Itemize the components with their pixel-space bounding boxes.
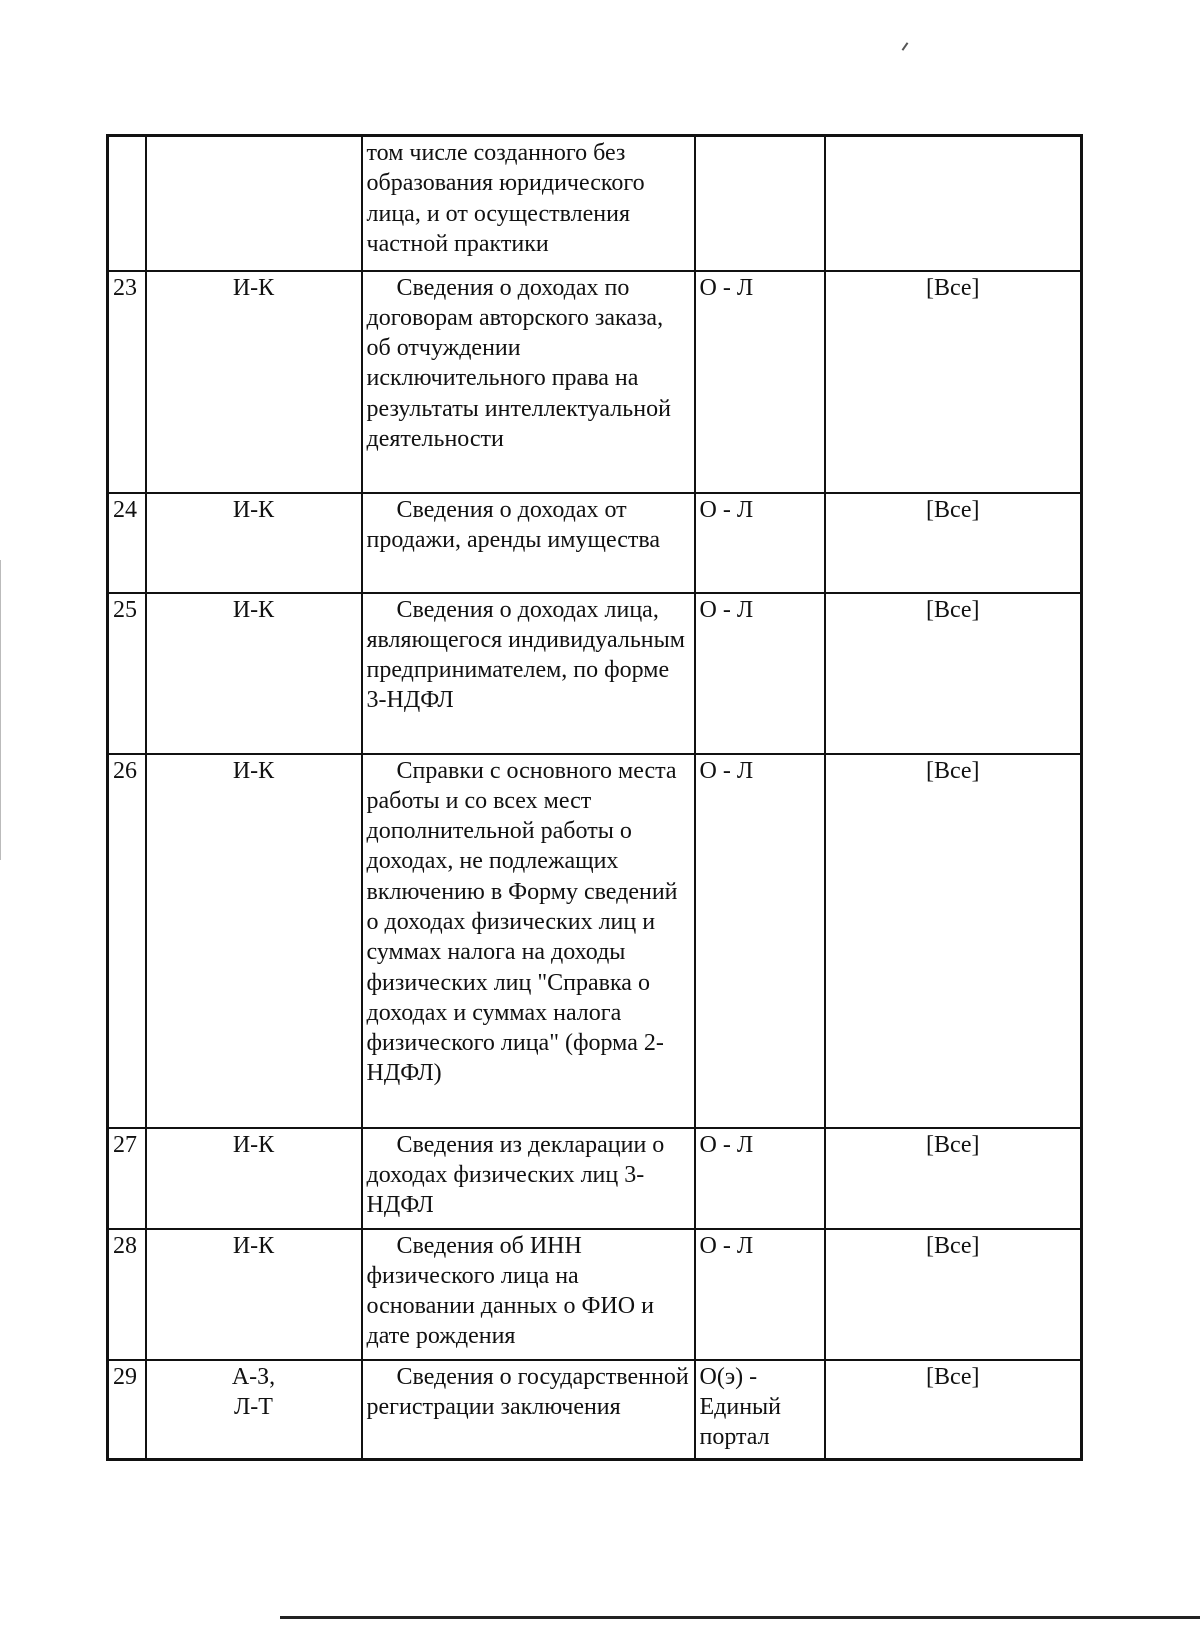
row-number: 25 — [108, 593, 146, 754]
row-description — [362, 136, 695, 271]
row-description-rest: о доходах физических лиц 3-НДФЛ — [366, 1131, 665, 1219]
row-source: О - Л — [695, 754, 825, 1128]
row-description — [362, 493, 695, 593]
row-code: И-К — [146, 754, 362, 1128]
row-description — [362, 271, 695, 493]
row-description — [362, 1229, 695, 1360]
row-code: И-К — [146, 1229, 362, 1360]
table-row — [108, 271, 1082, 493]
row-source: О - Л — [695, 271, 825, 493]
row-source: О - Л — [695, 593, 825, 754]
row-description-rest: том числе созданного без образования юридического лица, и от осуществления частной практики — [366, 140, 645, 257]
row-number — [108, 136, 146, 271]
scan-artifact-edge — [0, 560, 1, 860]
row-number: 26 — [108, 754, 146, 1128]
row-description-first: Сведения об ИНН — [396, 1232, 582, 1259]
row-description-rest: места работы и со всех мест дополнительной работы о доходах, не подлежащих включению в Форму сведений о доходах физических лиц и суммах налога на доходы физических лиц "Справка о доходах и суммах налога физического лица" (форма 2-НДФЛ) — [366, 757, 678, 1087]
row-description-rest: физического лица на основании данных о ФИО и дате рождения — [366, 1262, 654, 1350]
row-access: [Все] — [825, 493, 1082, 593]
row-code: А-З, Л-Т — [146, 1360, 362, 1460]
row-source: О - Л — [695, 1128, 825, 1229]
row-description-rest: продажи, аренды имущества — [366, 526, 660, 553]
row-code: И-К — [146, 271, 362, 493]
row-source — [695, 136, 825, 271]
row-access: [Все] — [825, 593, 1082, 754]
row-description-rest: государственной регистрации заключения — [366, 1363, 689, 1420]
row-access: [Все] — [825, 1128, 1082, 1229]
row-code: И-К — [146, 593, 362, 754]
row-description-first: Сведения о доходах — [396, 596, 599, 623]
row-source: О - Л — [695, 1229, 825, 1360]
table-row — [108, 1229, 1082, 1360]
row-code: И-К — [146, 493, 362, 593]
row-number: 27 — [108, 1128, 146, 1229]
table-row — [108, 1128, 1082, 1229]
table-body — [108, 136, 1082, 1460]
row-number: 28 — [108, 1229, 146, 1360]
row-number: 24 — [108, 493, 146, 593]
table-row — [108, 593, 1082, 754]
row-description-first: Сведения о доходах от — [396, 496, 627, 523]
row-code: И-К — [146, 1128, 362, 1229]
row-number: 23 — [108, 271, 146, 493]
scan-artifact-mark — [902, 42, 909, 51]
row-access: [Все] — [825, 754, 1082, 1128]
row-description — [362, 754, 695, 1128]
row-access — [825, 136, 1082, 271]
table-row — [108, 136, 1082, 271]
row-source: О(э) - Единый портал — [695, 1360, 825, 1460]
row-description — [362, 1128, 695, 1229]
row-description — [362, 593, 695, 754]
row-access: [Все] — [825, 1360, 1082, 1460]
table-row — [108, 493, 1082, 593]
row-description-first: Сведения о — [396, 1363, 512, 1390]
row-code — [146, 136, 362, 271]
row-description-first: Справки с основного — [396, 757, 613, 784]
table-row — [108, 1360, 1082, 1460]
row-source: О - Л — [695, 493, 825, 593]
row-description-first: Сведения о доходах по — [396, 274, 630, 301]
scan-artifact-bottom-line — [280, 1616, 1200, 1619]
row-description-rest: лица, являющегося индивидуальным предпринимателем, по форме 3-НДФЛ — [366, 596, 685, 714]
row-description-first: Сведения из декларации — [396, 1131, 647, 1158]
document-table — [106, 134, 1083, 1461]
row-number: 29 — [108, 1360, 146, 1460]
table-row — [108, 754, 1082, 1128]
row-description — [362, 1360, 695, 1460]
row-description-rest: договорам авторского заказа, об отчуждении исключительного права на результаты интеллектуальной деятельности — [366, 304, 671, 452]
row-access: [Все] — [825, 271, 1082, 493]
row-access: [Все] — [825, 1229, 1082, 1360]
